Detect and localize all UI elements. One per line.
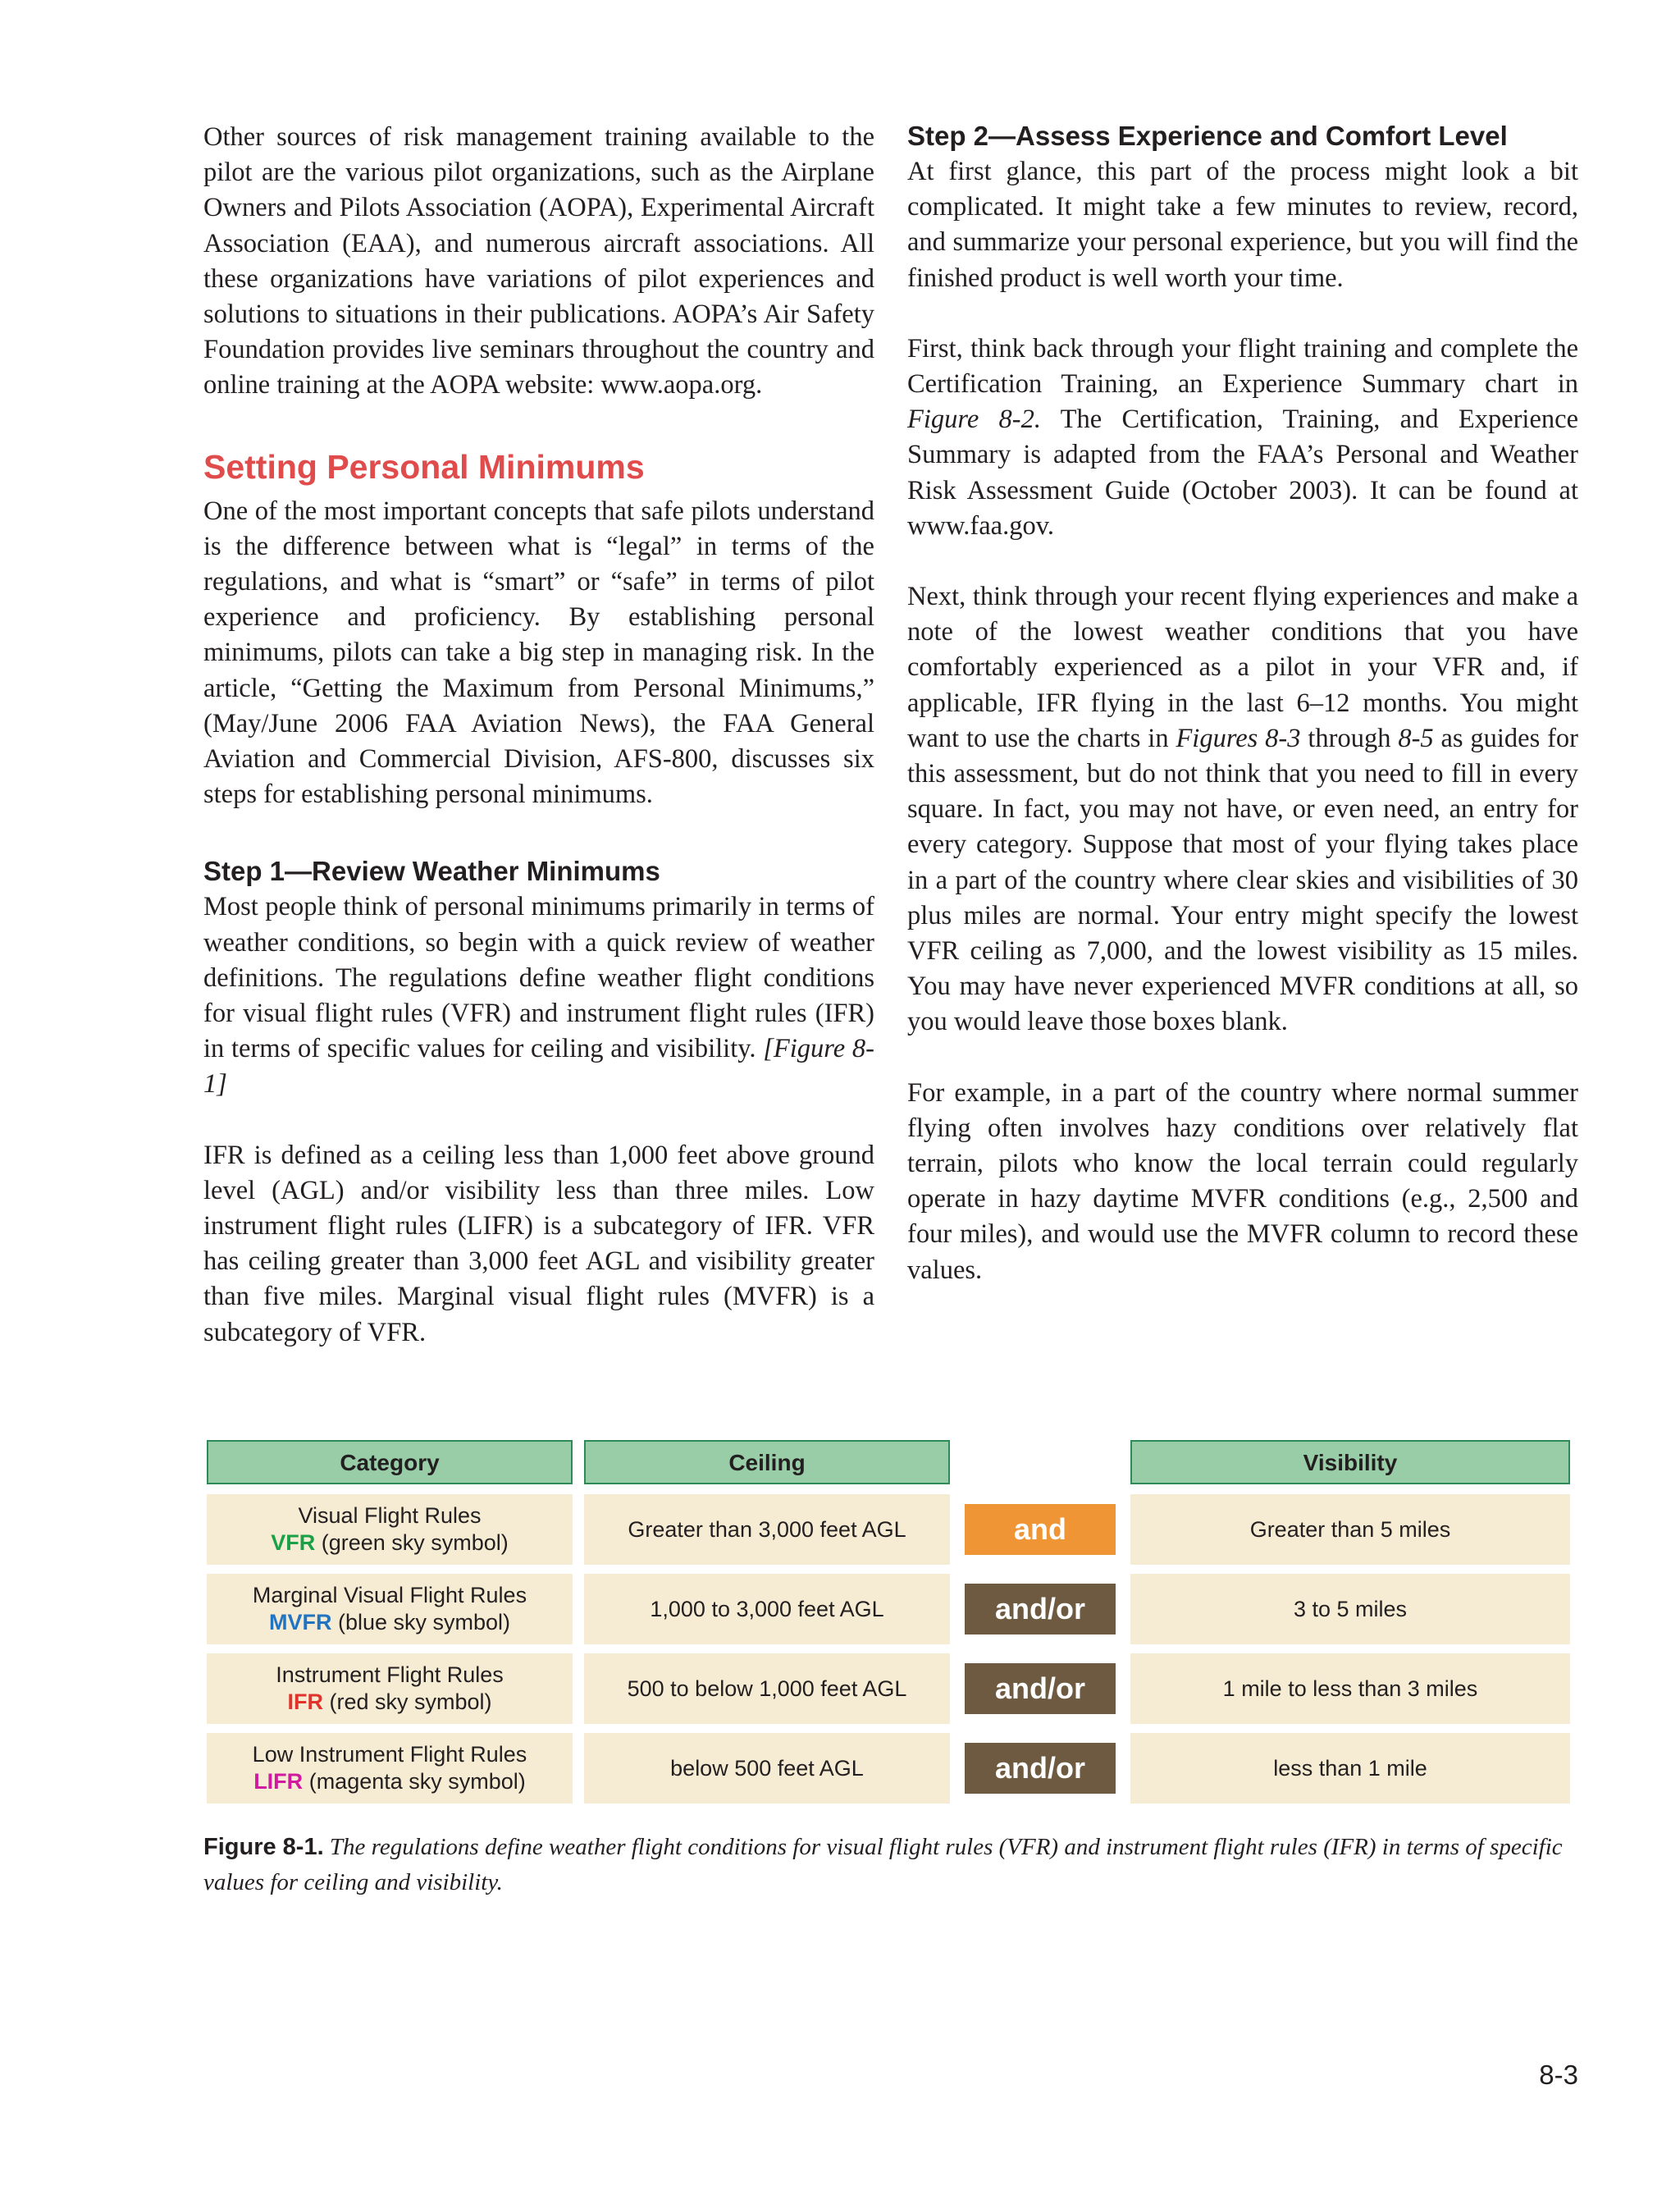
figure-8-2-reference: Figure 8-2. xyxy=(907,405,1041,435)
visibility-cell-ifr: 1 mile to less than 3 miles xyxy=(1130,1653,1570,1724)
step2-paragraph-3-end: as guides for this assessment, but do not think that you need to fill in every square. In fact, you may not have, or even need, an entry for every category. Suppose that most of your flying takes place in a part of the country where clear skies and visibilities of 30 plus miles are normal. Your entry might specify the lowest VFR ceiling as 7,000, and the lowest visibility as 15 miles. You may have never experienced MVFR conditions at all, so you would leave those boxes blank. xyxy=(907,723,1578,1037)
ceiling-cell-vfr: Greater than 3,000 feet AGL xyxy=(584,1494,950,1565)
ceiling-cell-lifr: below 500 feet AGL xyxy=(584,1733,950,1804)
symbol-text: (red sky symbol) xyxy=(329,1689,492,1714)
caption-label: Figure 8-1. xyxy=(203,1834,324,1860)
connector-and: and xyxy=(965,1504,1116,1555)
ceiling-cell-mvfr: 1,000 to 3,000 feet AGL xyxy=(584,1574,950,1644)
category-name: Instrument Flight Rules xyxy=(276,1662,504,1687)
category-abbr-line xyxy=(253,1768,526,1795)
abbr-mvfr: MVFR xyxy=(268,1610,332,1634)
header-visibility: Visibility xyxy=(1130,1440,1570,1484)
connector-andor: and/or xyxy=(965,1743,1116,1794)
connector-andor: and/or xyxy=(965,1584,1116,1634)
category-abbr-line xyxy=(271,1529,509,1557)
caption-text: The regulations define weather flight conditions for visual flight rules (VFR) and instrument flight rules (IFR) in terms of specific values for ceiling and visibility. xyxy=(203,1834,1563,1895)
step2-paragraph-2-end: The Certification, Training, and Experience Summary is adapted from the FAA’s Personal and Weather Risk Assessment Guide (October 2003). It can be found at www.faa.gov. xyxy=(907,405,1578,541)
section-heading-personal-minimums: Setting Personal Minimums xyxy=(203,447,645,486)
visibility-cell-lifr: less than 1 mile xyxy=(1130,1733,1570,1804)
category-cell-mvfr xyxy=(207,1574,573,1644)
category-cell-lifr xyxy=(207,1733,573,1804)
step2-paragraph-2-start: First, think back through your flight training and complete the Certification Training, an Experience Summary chart in xyxy=(907,333,1578,400)
step2-paragraph-1: At first glance, this part of the process might look a bit complicated. It might take a few minutes to review, record, and summarize your personal experience, but you will find the finished product is well worth your time. xyxy=(907,157,1578,293)
category-abbr-line xyxy=(287,1689,491,1716)
figure-8-5-reference: 8-5 xyxy=(1398,723,1434,753)
step2-paragraph-3-start: Next, think through your recent flying experiences and make a note of the lowest weather conditions that you have comfortably experienced as a pilot in your VFR and, if applicable, IFR flying in the last 6–12 months. You might want to use the charts in xyxy=(907,582,1578,753)
category-name: Low Instrument Flight Rules xyxy=(252,1742,527,1767)
category-cell-ifr xyxy=(207,1653,573,1724)
step2-paragraph-3 xyxy=(907,579,1578,1040)
page-number: 8-3 xyxy=(1539,2060,1578,2090)
abbr-vfr: VFR xyxy=(271,1530,316,1555)
intro-paragraph: Other sources of risk management training available to the pilot are the various pilot organizations, such as the Airplane Owners and Pilots Association (AOPA), Experimental Aircraft Association (EAA), and numerous aircraft associations. All these organizations have variations of pilot experiences and solutions to situations in their publications. AOPA’s Air Safety Foundation provides live seminars throughout the country and online training at the AOPA website: www.aopa.org. xyxy=(203,122,874,400)
visibility-cell-vfr: Greater than 5 miles xyxy=(1130,1494,1570,1565)
step2-paragraph-3-through: through xyxy=(1308,723,1391,753)
ceiling-cell-ifr: 500 to below 1,000 feet AGL xyxy=(584,1653,950,1724)
figure-8-1-table xyxy=(207,1440,1570,1809)
abbr-lifr: LIFR xyxy=(253,1769,304,1794)
visibility-cell-mvfr: 3 to 5 miles xyxy=(1130,1574,1570,1644)
header-category: Category xyxy=(207,1440,573,1484)
category-abbr-line xyxy=(269,1609,510,1636)
category-cell-vfr xyxy=(207,1494,573,1565)
step2-paragraph-4: For example, in a part of the country where normal summer flying often involves hazy conditions over relatively flat terrain, pilots who know the local terrain could regularly operate in hazy daytime MVFR conditions (e.g., 2,500 and four miles), and would use the MVFR column to record these values. xyxy=(907,1077,1578,1285)
step1-paragraph-1 xyxy=(203,889,874,1102)
category-name: Visual Flight Rules xyxy=(298,1503,482,1528)
step2-paragraph-2 xyxy=(907,331,1578,544)
figure-8-1-reference: [Figure 8-1] xyxy=(203,1034,874,1100)
step2-heading: Step 2—Assess Experience and Comfort Level xyxy=(907,121,1508,151)
right-column xyxy=(907,120,1578,1288)
personal-minimums-paragraph: One of the most important concepts that safe pilots understand is the difference between what is “legal” in terms of the regulations, and what is “smart” or “safe” in terms of pilot experience and proficiency. By establishing personal minimums, pilots can take a big step in managing risk. In the article, “Getting the Maximum from Personal Minimums,” (May/June 2006 FAA Aviation News), the FAA General Aviation and Commercial Division, AFS-800, discusses six steps for establishing personal minimums. xyxy=(203,496,874,810)
step1-paragraph-2: IFR is defined as a ceiling less than 1,000 feet above ground level (AGL) and/or visibility less than three miles. Low instrument flight rules (LIFR) is a subcategory of IFR. VFR has ceiling greater than 3,000 feet AGL and visibility greater than five miles. Marginal visual flight rules (MVFR) is a subcategory of VFR. xyxy=(203,1140,874,1347)
step1-heading: Step 1—Review Weather Minimums xyxy=(203,856,660,887)
step1-paragraph-1-text: Most people think of personal minimums primarily in terms of weather conditions, so begin with a quick review of weather definitions. The regulations define weather flight conditions for visual flight rules (VFR) and instrument flight rules (IFR) in terms of specific values for ceiling and visibility. xyxy=(203,892,874,1064)
header-ceiling: Ceiling xyxy=(584,1440,950,1484)
symbol-text: (green sky symbol) xyxy=(321,1530,509,1555)
figures-8-3-reference: Figures 8-3 xyxy=(1176,723,1301,753)
symbol-text: (magenta sky symbol) xyxy=(308,1769,526,1794)
symbol-text: (blue sky symbol) xyxy=(337,1610,511,1634)
left-column xyxy=(203,120,874,1351)
connector-andor: and/or xyxy=(965,1663,1116,1714)
figure-caption xyxy=(203,1830,1578,1900)
abbr-ifr: IFR xyxy=(287,1689,323,1714)
category-name: Marginal Visual Flight Rules xyxy=(252,1583,527,1607)
